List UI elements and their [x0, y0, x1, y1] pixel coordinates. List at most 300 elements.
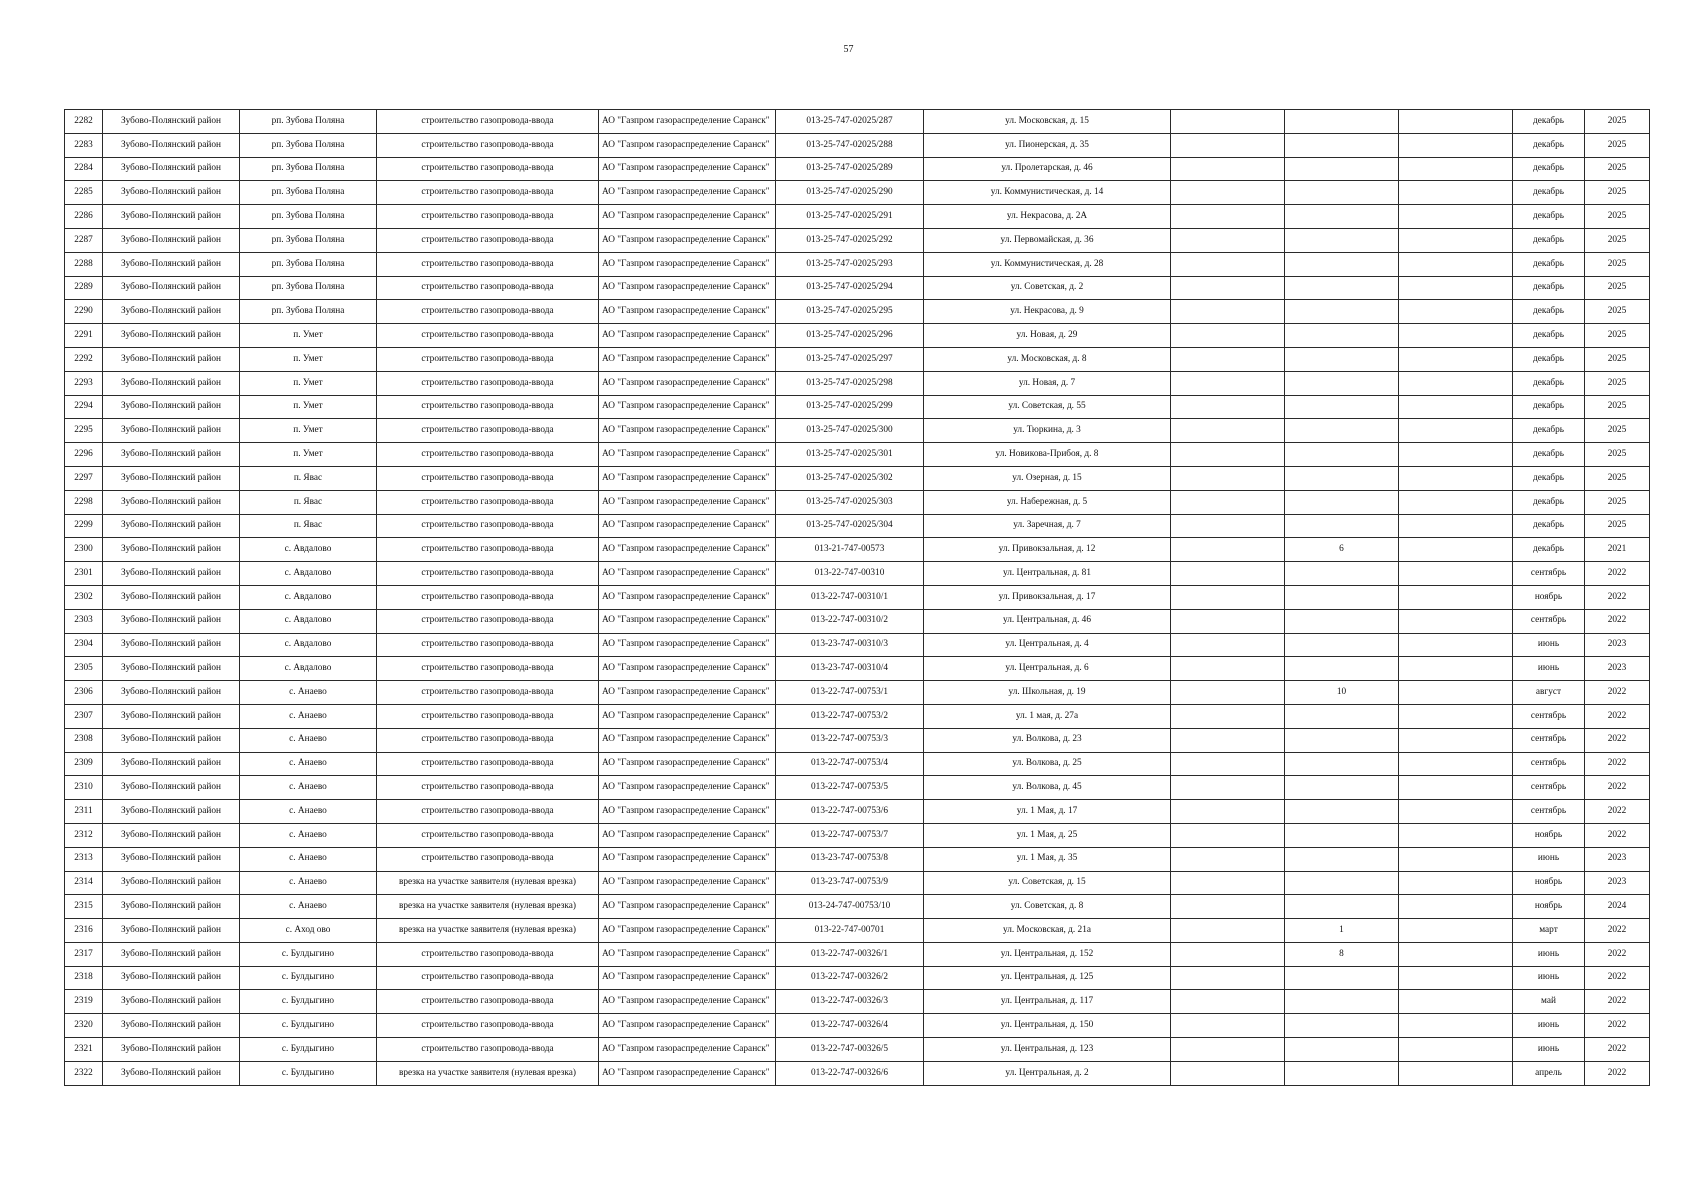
address-cell: ул. Заречная, д. 7: [924, 514, 1171, 538]
row-number-cell: 2282: [65, 110, 103, 134]
extra-col-a-cell: [1171, 395, 1285, 419]
year-cell: 2025: [1585, 419, 1650, 443]
settlement-cell: с. Анаево: [240, 871, 377, 895]
connection-count-cell: [1285, 871, 1399, 895]
row-number-cell: 2314: [65, 871, 103, 895]
district-cell: Зубово-Полянский район: [103, 419, 240, 443]
extra-col-a-cell: [1171, 300, 1285, 324]
contract-number-cell: 013-23-747-00753/8: [776, 847, 924, 871]
settlement-cell: с. Анаево: [240, 895, 377, 919]
address-cell: ул. Некрасова, д. 2А: [924, 205, 1171, 229]
table-row: [65, 133, 1650, 157]
organization-cell: АО "Газпром газораспределение Саранск": [599, 157, 776, 181]
extra-col-c-cell: [1399, 181, 1513, 205]
month-cell: декабрь: [1513, 490, 1585, 514]
district-cell: Зубово-Полянский район: [103, 443, 240, 467]
table-row: [65, 657, 1650, 681]
district-cell: Зубово-Полянский район: [103, 752, 240, 776]
table-row: [65, 704, 1650, 728]
table-row: [65, 871, 1650, 895]
address-cell: ул. Центральная, д. 152: [924, 942, 1171, 966]
settlement-cell: с. Анаево: [240, 823, 377, 847]
contract-number-cell: 013-25-747-02025/296: [776, 324, 924, 348]
month-cell: декабрь: [1513, 347, 1585, 371]
address-cell: ул. Волкова, д. 25: [924, 752, 1171, 776]
extra-col-a-cell: [1171, 895, 1285, 919]
connection-count-cell: [1285, 1061, 1399, 1085]
extra-col-c-cell: [1399, 1038, 1513, 1062]
year-cell: 2022: [1585, 990, 1650, 1014]
contract-number-cell: 013-22-747-00326/4: [776, 1014, 924, 1038]
table-row: [65, 895, 1650, 919]
table-row: [65, 371, 1650, 395]
connection-count-cell: [1285, 752, 1399, 776]
address-cell: ул. Новая, д. 7: [924, 371, 1171, 395]
extra-col-c-cell: [1399, 252, 1513, 276]
organization-cell: АО "Газпром газораспределение Саранск": [599, 704, 776, 728]
contract-number-cell: 013-22-747-00753/4: [776, 752, 924, 776]
address-cell: ул. Центральная, д. 81: [924, 562, 1171, 586]
extra-col-c-cell: [1399, 538, 1513, 562]
table-row: [65, 919, 1650, 943]
settlement-cell: с. Авдалово: [240, 538, 377, 562]
settlement-cell: с. Анаево: [240, 681, 377, 705]
contract-number-cell: 013-22-747-00310/1: [776, 585, 924, 609]
connection-count-cell: [1285, 633, 1399, 657]
table-row: [65, 1061, 1650, 1085]
extra-col-a-cell: [1171, 871, 1285, 895]
extra-col-c-cell: [1399, 514, 1513, 538]
address-cell: ул. Центральная, д. 123: [924, 1038, 1171, 1062]
extra-col-c-cell: [1399, 895, 1513, 919]
address-cell: ул. Некрасова, д. 9: [924, 300, 1171, 324]
organization-cell: АО "Газпром газораспределение Саранск": [599, 823, 776, 847]
district-cell: Зубово-Полянский район: [103, 919, 240, 943]
page-number: 57: [843, 44, 854, 55]
district-cell: Зубово-Полянский район: [103, 324, 240, 348]
extra-col-c-cell: [1399, 205, 1513, 229]
settlement-cell: рп. Зубова Поляна: [240, 110, 377, 134]
organization-cell: АО "Газпром газораспределение Саранск": [599, 728, 776, 752]
organization-cell: АО "Газпром газораспределение Саранск": [599, 1014, 776, 1038]
district-cell: Зубово-Полянский район: [103, 371, 240, 395]
connection-count-cell: [1285, 395, 1399, 419]
extra-col-c-cell: [1399, 1061, 1513, 1085]
table-row: [65, 300, 1650, 324]
extra-col-a-cell: [1171, 847, 1285, 871]
extra-col-c-cell: [1399, 110, 1513, 134]
row-number-cell: 2316: [65, 919, 103, 943]
work-type-cell: строительство газопровода-ввода: [377, 800, 599, 824]
address-cell: ул. Центральная, д. 2: [924, 1061, 1171, 1085]
year-cell: 2025: [1585, 514, 1650, 538]
extra-col-a-cell: [1171, 919, 1285, 943]
district-cell: Зубово-Полянский район: [103, 609, 240, 633]
work-type-cell: строительство газопровода-ввода: [377, 300, 599, 324]
extra-col-c-cell: [1399, 585, 1513, 609]
contract-number-cell: 013-22-747-00326/6: [776, 1061, 924, 1085]
extra-col-c-cell: [1399, 681, 1513, 705]
extra-col-c-cell: [1399, 704, 1513, 728]
extra-col-a-cell: [1171, 657, 1285, 681]
contract-number-cell: 013-25-747-02025/299: [776, 395, 924, 419]
extra-col-c-cell: [1399, 157, 1513, 181]
work-type-cell: строительство газопровода-ввода: [377, 681, 599, 705]
district-cell: Зубово-Полянский район: [103, 871, 240, 895]
work-type-cell: строительство газопровода-ввода: [377, 585, 599, 609]
connection-count-cell: [1285, 895, 1399, 919]
table-row: [65, 823, 1650, 847]
row-number-cell: 2288: [65, 252, 103, 276]
table-row: [65, 205, 1650, 229]
settlement-cell: с. Авдалово: [240, 657, 377, 681]
address-cell: ул. Центральная, д. 117: [924, 990, 1171, 1014]
organization-cell: АО "Газпром газораспределение Саранск": [599, 609, 776, 633]
organization-cell: АО "Газпром газораспределение Саранск": [599, 919, 776, 943]
extra-col-a-cell: [1171, 609, 1285, 633]
row-number-cell: 2297: [65, 466, 103, 490]
month-cell: сентябрь: [1513, 752, 1585, 776]
month-cell: декабрь: [1513, 395, 1585, 419]
organization-cell: АО "Газпром газораспределение Саранск": [599, 800, 776, 824]
extra-col-c-cell: [1399, 443, 1513, 467]
month-cell: июнь: [1513, 847, 1585, 871]
contract-number-cell: 013-22-747-00753/2: [776, 704, 924, 728]
year-cell: 2025: [1585, 300, 1650, 324]
row-number-cell: 2304: [65, 633, 103, 657]
table-row: [65, 157, 1650, 181]
row-number-cell: 2296: [65, 443, 103, 467]
month-cell: апрель: [1513, 1061, 1585, 1085]
work-type-cell: строительство газопровода-ввода: [377, 324, 599, 348]
table-row: [65, 490, 1650, 514]
year-cell: 2025: [1585, 347, 1650, 371]
month-cell: декабрь: [1513, 324, 1585, 348]
connection-count-cell: 6: [1285, 538, 1399, 562]
organization-cell: АО "Газпром газораспределение Саранск": [599, 562, 776, 586]
year-cell: 2022: [1585, 752, 1650, 776]
row-number-cell: 2321: [65, 1038, 103, 1062]
row-number-cell: 2298: [65, 490, 103, 514]
extra-col-c-cell: [1399, 942, 1513, 966]
year-cell: 2024: [1585, 895, 1650, 919]
row-number-cell: 2300: [65, 538, 103, 562]
extra-col-c-cell: [1399, 371, 1513, 395]
extra-col-a-cell: [1171, 538, 1285, 562]
month-cell: сентябрь: [1513, 800, 1585, 824]
address-cell: ул. Новая, д. 29: [924, 324, 1171, 348]
table-row: [65, 847, 1650, 871]
connection-count-cell: [1285, 228, 1399, 252]
year-cell: 2025: [1585, 443, 1650, 467]
table-row: [65, 562, 1650, 586]
organization-cell: АО "Газпром газораспределение Саранск": [599, 895, 776, 919]
organization-cell: АО "Газпром газораспределение Саранск": [599, 110, 776, 134]
settlement-cell: с. Анаево: [240, 800, 377, 824]
district-cell: Зубово-Полянский район: [103, 466, 240, 490]
work-type-cell: строительство газопровода-ввода: [377, 562, 599, 586]
work-type-cell: строительство газопровода-ввода: [377, 395, 599, 419]
connection-count-cell: [1285, 657, 1399, 681]
settlement-cell: с. Анаево: [240, 728, 377, 752]
year-cell: 2022: [1585, 919, 1650, 943]
year-cell: 2025: [1585, 205, 1650, 229]
extra-col-c-cell: [1399, 228, 1513, 252]
month-cell: май: [1513, 990, 1585, 1014]
extra-col-c-cell: [1399, 347, 1513, 371]
connection-count-cell: [1285, 347, 1399, 371]
settlement-cell: с. Авдалово: [240, 609, 377, 633]
address-cell: ул. 1 Мая, д. 25: [924, 823, 1171, 847]
table-row: [65, 538, 1650, 562]
table-row: [65, 633, 1650, 657]
organization-cell: АО "Газпром газораспределение Саранск": [599, 990, 776, 1014]
organization-cell: АО "Газпром газораспределение Саранск": [599, 633, 776, 657]
organization-cell: АО "Газпром газораспределение Саранск": [599, 847, 776, 871]
row-number-cell: 2294: [65, 395, 103, 419]
contract-number-cell: 013-22-747-00310: [776, 562, 924, 586]
work-type-cell: строительство газопровода-ввода: [377, 276, 599, 300]
organization-cell: АО "Газпром газораспределение Саранск": [599, 942, 776, 966]
district-cell: Зубово-Полянский район: [103, 823, 240, 847]
address-cell: ул. Набережная, д. 5: [924, 490, 1171, 514]
year-cell: 2025: [1585, 181, 1650, 205]
work-type-cell: строительство газопровода-ввода: [377, 633, 599, 657]
year-cell: 2022: [1585, 776, 1650, 800]
district-cell: Зубово-Полянский район: [103, 704, 240, 728]
connection-count-cell: [1285, 490, 1399, 514]
work-type-cell: строительство газопровода-ввода: [377, 752, 599, 776]
table-row: [65, 110, 1650, 134]
work-type-cell: врезка на участке заявителя (нулевая врезка): [377, 1061, 599, 1085]
table-row: [65, 1038, 1650, 1062]
extra-col-c-cell: [1399, 990, 1513, 1014]
work-type-cell: строительство газопровода-ввода: [377, 704, 599, 728]
extra-col-c-cell: [1399, 324, 1513, 348]
month-cell: сентябрь: [1513, 728, 1585, 752]
contract-number-cell: 013-22-747-00753/3: [776, 728, 924, 752]
contract-number-cell: 013-23-747-00310/3: [776, 633, 924, 657]
row-number-cell: 2310: [65, 776, 103, 800]
contract-number-cell: 013-23-747-00310/4: [776, 657, 924, 681]
registry-body: [65, 110, 1650, 1086]
settlement-cell: п. Умет: [240, 443, 377, 467]
work-type-cell: врезка на участке заявителя (нулевая врезка): [377, 895, 599, 919]
month-cell: декабрь: [1513, 538, 1585, 562]
organization-cell: АО "Газпром газораспределение Саранск": [599, 871, 776, 895]
work-type-cell: строительство газопровода-ввода: [377, 371, 599, 395]
extra-col-a-cell: [1171, 704, 1285, 728]
year-cell: 2025: [1585, 466, 1650, 490]
table-row: [65, 276, 1650, 300]
organization-cell: АО "Газпром газораспределение Саранск": [599, 300, 776, 324]
work-type-cell: строительство газопровода-ввода: [377, 1038, 599, 1062]
table-row: [65, 776, 1650, 800]
district-cell: Зубово-Полянский район: [103, 966, 240, 990]
extra-col-a-cell: [1171, 490, 1285, 514]
settlement-cell: рп. Зубова Поляна: [240, 157, 377, 181]
contract-number-cell: 013-22-747-00326/2: [776, 966, 924, 990]
address-cell: ул. Центральная, д. 6: [924, 657, 1171, 681]
extra-col-c-cell: [1399, 609, 1513, 633]
registry-table: [64, 109, 1650, 1086]
table-row: [65, 752, 1650, 776]
row-number-cell: 2292: [65, 347, 103, 371]
contract-number-cell: 013-22-747-00753/6: [776, 800, 924, 824]
extra-col-c-cell: [1399, 847, 1513, 871]
contract-number-cell: 013-25-747-02025/287: [776, 110, 924, 134]
row-number-cell: 2302: [65, 585, 103, 609]
extra-col-a-cell: [1171, 133, 1285, 157]
district-cell: Зубово-Полянский район: [103, 347, 240, 371]
extra-col-c-cell: [1399, 657, 1513, 681]
address-cell: ул. Советская, д. 15: [924, 871, 1171, 895]
address-cell: ул. Волкова, д. 45: [924, 776, 1171, 800]
row-number-cell: 2305: [65, 657, 103, 681]
contract-number-cell: 013-25-747-02025/292: [776, 228, 924, 252]
extra-col-c-cell: [1399, 919, 1513, 943]
row-number-cell: 2286: [65, 205, 103, 229]
address-cell: ул. Центральная, д. 46: [924, 609, 1171, 633]
month-cell: декабрь: [1513, 228, 1585, 252]
year-cell: 2022: [1585, 800, 1650, 824]
settlement-cell: с. Булдыгино: [240, 1038, 377, 1062]
month-cell: ноябрь: [1513, 585, 1585, 609]
settlement-cell: рп. Зубова Поляна: [240, 276, 377, 300]
row-number-cell: 2301: [65, 562, 103, 586]
settlement-cell: п. Умет: [240, 395, 377, 419]
work-type-cell: строительство газопровода-ввода: [377, 110, 599, 134]
connection-count-cell: [1285, 609, 1399, 633]
settlement-cell: с. Булдыгино: [240, 966, 377, 990]
organization-cell: АО "Газпром газораспределение Саранск": [599, 752, 776, 776]
connection-count-cell: [1285, 776, 1399, 800]
organization-cell: АО "Газпром газораспределение Саранск": [599, 585, 776, 609]
settlement-cell: с. Авдалово: [240, 585, 377, 609]
organization-cell: АО "Газпром газораспределение Саранск": [599, 371, 776, 395]
extra-col-a-cell: [1171, 823, 1285, 847]
year-cell: 2025: [1585, 395, 1650, 419]
district-cell: Зубово-Полянский район: [103, 300, 240, 324]
district-cell: Зубово-Полянский район: [103, 776, 240, 800]
extra-col-a-cell: [1171, 728, 1285, 752]
extra-col-a-cell: [1171, 228, 1285, 252]
organization-cell: АО "Газпром газораспределение Саранск": [599, 276, 776, 300]
settlement-cell: с. Анаево: [240, 847, 377, 871]
table-row: [65, 966, 1650, 990]
row-number-cell: 2289: [65, 276, 103, 300]
row-number-cell: 2322: [65, 1061, 103, 1085]
contract-number-cell: 013-25-747-02025/295: [776, 300, 924, 324]
month-cell: сентябрь: [1513, 562, 1585, 586]
organization-cell: АО "Газпром газораспределение Саранск": [599, 205, 776, 229]
settlement-cell: рп. Зубова Поляна: [240, 181, 377, 205]
work-type-cell: врезка на участке заявителя (нулевая врезка): [377, 871, 599, 895]
district-cell: Зубово-Полянский район: [103, 585, 240, 609]
year-cell: 2025: [1585, 490, 1650, 514]
month-cell: декабрь: [1513, 300, 1585, 324]
settlement-cell: рп. Зубова Поляна: [240, 252, 377, 276]
settlement-cell: с. Булдыгино: [240, 942, 377, 966]
table-row: [65, 181, 1650, 205]
year-cell: 2023: [1585, 633, 1650, 657]
settlement-cell: рп. Зубова Поляна: [240, 300, 377, 324]
row-number-cell: 2293: [65, 371, 103, 395]
district-cell: Зубово-Полянский район: [103, 133, 240, 157]
district-cell: Зубово-Полянский район: [103, 514, 240, 538]
organization-cell: АО "Газпром газораспределение Саранск": [599, 181, 776, 205]
month-cell: декабрь: [1513, 419, 1585, 443]
extra-col-a-cell: [1171, 1061, 1285, 1085]
extra-col-a-cell: [1171, 252, 1285, 276]
month-cell: ноябрь: [1513, 823, 1585, 847]
year-cell: 2025: [1585, 371, 1650, 395]
row-number-cell: 2315: [65, 895, 103, 919]
connection-count-cell: [1285, 847, 1399, 871]
work-type-cell: строительство газопровода-ввода: [377, 466, 599, 490]
month-cell: сентябрь: [1513, 609, 1585, 633]
contract-number-cell: 013-25-747-02025/293: [776, 252, 924, 276]
table-row: [65, 585, 1650, 609]
row-number-cell: 2309: [65, 752, 103, 776]
address-cell: ул. Советская, д. 8: [924, 895, 1171, 919]
month-cell: июнь: [1513, 966, 1585, 990]
connection-count-cell: [1285, 419, 1399, 443]
address-cell: ул. Центральная, д. 150: [924, 1014, 1171, 1038]
month-cell: ноябрь: [1513, 895, 1585, 919]
row-number-cell: 2284: [65, 157, 103, 181]
connection-count-cell: [1285, 514, 1399, 538]
connection-count-cell: [1285, 181, 1399, 205]
district-cell: Зубово-Полянский район: [103, 490, 240, 514]
extra-col-c-cell: [1399, 300, 1513, 324]
month-cell: июнь: [1513, 942, 1585, 966]
address-cell: ул. Коммунистическая, д. 28: [924, 252, 1171, 276]
table-row: [65, 1014, 1650, 1038]
table-row: [65, 347, 1650, 371]
work-type-cell: строительство газопровода-ввода: [377, 942, 599, 966]
work-type-cell: строительство газопровода-ввода: [377, 514, 599, 538]
connection-count-cell: [1285, 728, 1399, 752]
district-cell: Зубово-Полянский район: [103, 633, 240, 657]
organization-cell: АО "Газпром газораспределение Саранск": [599, 538, 776, 562]
extra-col-c-cell: [1399, 276, 1513, 300]
work-type-cell: строительство газопровода-ввода: [377, 609, 599, 633]
settlement-cell: рп. Зубова Поляна: [240, 205, 377, 229]
contract-number-cell: 013-25-747-02025/294: [776, 276, 924, 300]
year-cell: 2021: [1585, 538, 1650, 562]
year-cell: 2023: [1585, 847, 1650, 871]
settlement-cell: с. Анаево: [240, 704, 377, 728]
address-cell: ул. 1 Мая, д. 17: [924, 800, 1171, 824]
connection-count-cell: [1285, 252, 1399, 276]
contract-number-cell: 013-24-747-00753/10: [776, 895, 924, 919]
year-cell: 2022: [1585, 562, 1650, 586]
address-cell: ул. Московская, д. 8: [924, 347, 1171, 371]
month-cell: декабрь: [1513, 276, 1585, 300]
district-cell: Зубово-Полянский район: [103, 942, 240, 966]
year-cell: 2023: [1585, 871, 1650, 895]
month-cell: декабрь: [1513, 252, 1585, 276]
district-cell: Зубово-Полянский район: [103, 895, 240, 919]
settlement-cell: п. Умет: [240, 419, 377, 443]
district-cell: Зубово-Полянский район: [103, 800, 240, 824]
extra-col-c-cell: [1399, 823, 1513, 847]
extra-col-a-cell: [1171, 443, 1285, 467]
contract-number-cell: 013-25-747-02025/303: [776, 490, 924, 514]
address-cell: ул. Волкова, д. 23: [924, 728, 1171, 752]
extra-col-c-cell: [1399, 1014, 1513, 1038]
